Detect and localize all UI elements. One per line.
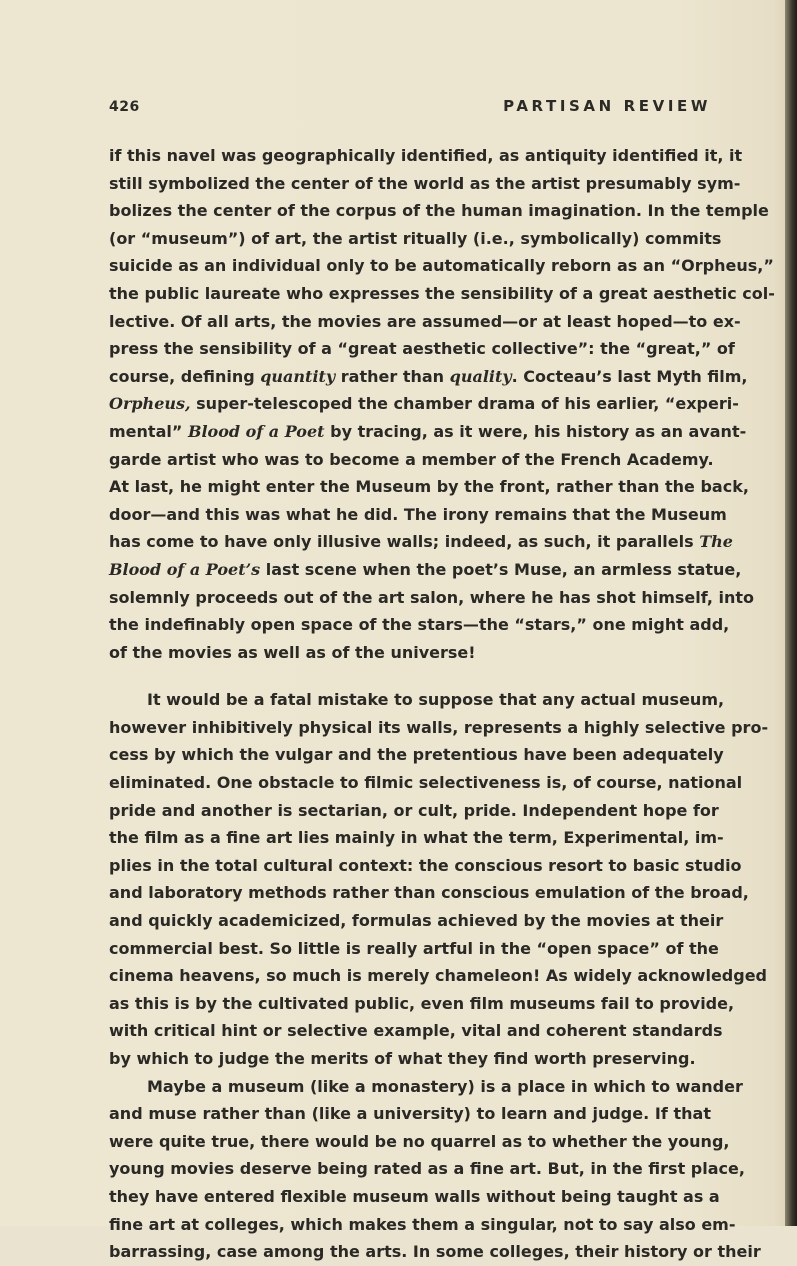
paragraph: [109, 142, 775, 666]
text-line: lective. Of all arts, the movies are assumed—or at least hoped—to ex-: [109, 311, 741, 331]
text-line: and laboratory methods rather than conscious emulation of the broad,: [109, 883, 749, 903]
text-line: they have entered flexible museum walls without being taught as a: [109, 1186, 720, 1206]
text-line: It would be a fatal mistake to suppose that any actual museum,: [147, 690, 725, 710]
text-line: young movies deserve being rated as a fine art. But, in the first place,: [109, 1159, 745, 1179]
text-line: and quickly academicized, formulas achieved by the movies at their: [109, 911, 724, 931]
text-line: with critical hint or selective example, vital and coherent standards: [109, 1021, 723, 1041]
text-line: if this navel was geographically identified, as antiquity identified it, it: [109, 146, 743, 165]
paragraph: [109, 686, 769, 1072]
page-number: 426: [109, 99, 140, 115]
text-line: Orpheus, super-telescoped the chamber drama of his earlier, “experi-: [109, 394, 739, 414]
text-line: eliminated. One obstacle to filmic selectiveness is, of course, national: [109, 773, 743, 793]
page-header: [109, 97, 711, 119]
text-line: and muse rather than (like a university) to learn and judge. If that: [109, 1104, 711, 1124]
body-text: [109, 142, 775, 1266]
text-line: barrassing, case among the arts. In some colleges, their history or their: [109, 1242, 761, 1262]
text-line: mental” Blood of a Poet by tracing, as it were, his history as an avant-: [109, 421, 747, 441]
text-line: however inhibitively physical its walls, represents a highly selective pro-: [109, 717, 769, 737]
text-line: garde artist who was to become a member of the French Academy.: [109, 449, 714, 469]
text-line: cess by which the vulgar and the pretentious have been adequately: [109, 745, 724, 765]
text-line: cinema heavens, so much is merely chameleon! As widely acknowledged: [109, 966, 767, 986]
text-line: has come to have only illusive walls; indeed, as such, it parallels The: [109, 532, 733, 552]
text-line: commercial best. So little is really artful in the “open space” of the: [109, 938, 719, 958]
text-line: plies in the total cultural context: the conscious resort to basic studio: [109, 855, 742, 875]
text-line: Maybe a museum (like a monastery) is a place in which to wander: [147, 1076, 743, 1096]
text-line: press the sensibility of a “great aesthetic collective”: the “great,” of: [109, 339, 735, 359]
text-line: still symbolized the center of the world as the artist presumably sym-: [109, 173, 741, 193]
text-line: were quite true, there would be no quarrel as to whether the young,: [109, 1131, 730, 1151]
text-line: bolizes the center of the corpus of the human imagination. In the temple: [109, 201, 769, 221]
text-line: solemnly proceeds out of the art salon, where he has shot himself, into: [109, 587, 755, 607]
text-line: pride and another is sectarian, or cult, pride. Independent hope for: [109, 800, 719, 820]
paragraph: [109, 1073, 761, 1266]
text-line: (or “museum”) of art, the artist ritually (i.e., symbolically) commits: [109, 228, 722, 248]
text-line: fine art at colleges, which makes them a singular, not to say also em-: [109, 1214, 736, 1234]
book-spine-shadow: [785, 0, 797, 1226]
text-line: as this is by the cultivated public, even film museums fail to provide,: [109, 993, 735, 1013]
text-line: the public laureate who expresses the sensibility of a great aesthetic col-: [109, 283, 775, 303]
running-head: PARTISAN REVIEW: [503, 97, 711, 115]
text-line: suicide as an individual only to be automatically reborn as an “Orpheus,”: [109, 256, 774, 276]
text-line: Blood of a Poet’s last scene when the poet’s Muse, an armless statue,: [109, 559, 742, 579]
text-line: of the movies as well as of the universe!: [109, 642, 476, 662]
text-line: At last, he might enter the Museum by the front, rather than the back,: [109, 477, 749, 497]
text-line: the indefinably open space of the stars—the “stars,” one might add,: [109, 615, 730, 635]
text-line: course, defining quantity rather than quality. Cocteau’s last Myth film,: [109, 366, 748, 386]
text-line: by which to judge the merits of what they find worth preserving.: [109, 1049, 696, 1068]
text-line: the film as a fine art lies mainly in what the term, Experimental, im-: [109, 828, 724, 848]
text-line: door—and this was what he did. The irony remains that the Museum: [109, 504, 727, 524]
